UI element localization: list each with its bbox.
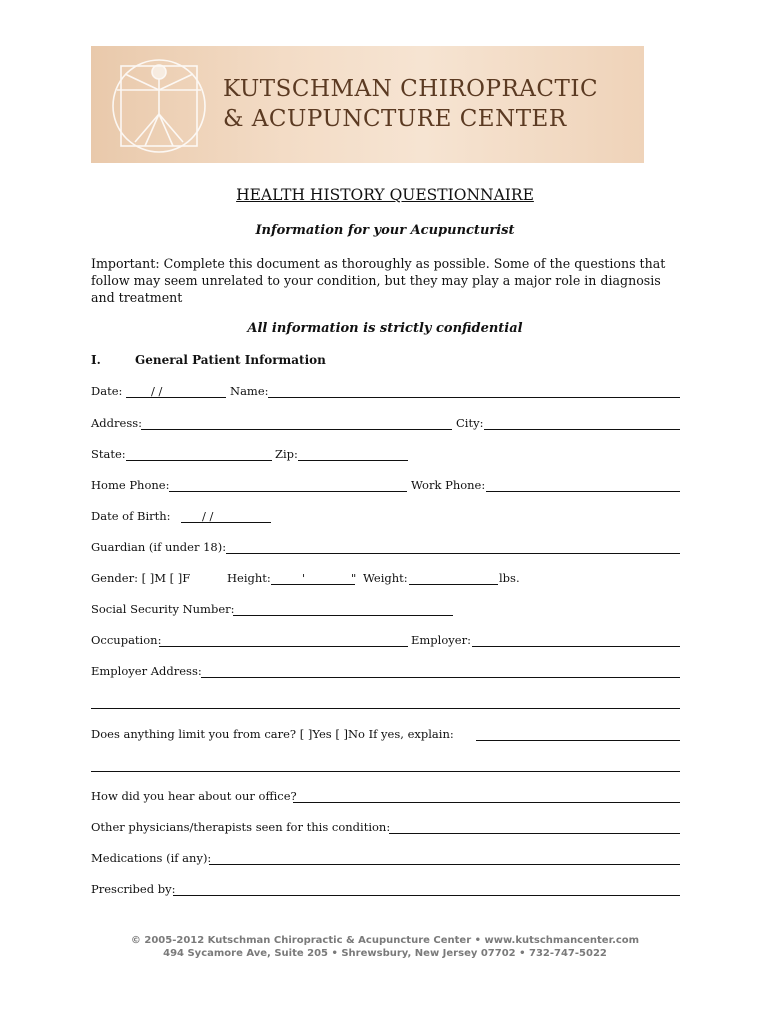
limit-care-row xyxy=(91,727,680,743)
brand-name-line2: & ACUPUNCTURE CENTER xyxy=(223,106,567,132)
occupation-label: Occupation: xyxy=(91,633,162,647)
prescribed-label: Prescribed by: xyxy=(91,882,176,896)
limit-explain-field[interactable] xyxy=(476,727,680,741)
ssn-row xyxy=(91,602,680,618)
weight-label: Weight: xyxy=(363,571,408,585)
state-zip-row xyxy=(91,447,680,463)
name-field[interactable] xyxy=(268,384,680,398)
physicians-row xyxy=(91,820,680,836)
section-title: General Patient Information xyxy=(135,353,326,367)
employer-label: Employer: xyxy=(411,633,471,647)
confidential-note: All information is strictly confidential xyxy=(247,321,523,336)
employer-address-label: Employer Address: xyxy=(91,664,202,678)
prescribed-row xyxy=(91,882,680,898)
dob-label: Date of Birth: xyxy=(91,509,171,523)
employer-field[interactable] xyxy=(472,633,680,647)
prescribed-field[interactable] xyxy=(173,882,680,896)
medications-label: Medications (if any): xyxy=(91,851,212,865)
limit-care-label[interactable]: Does anything limit you from care? [ ]Yes [ ]No If yes, explain: xyxy=(91,727,454,741)
hear-about-row xyxy=(91,789,680,805)
city-field[interactable] xyxy=(484,416,680,430)
limit-explain-line2[interactable] xyxy=(91,771,680,772)
date-label: Date: xyxy=(91,384,123,398)
occupation-row xyxy=(91,633,680,649)
footer-address: 494 Sycamore Ave, Suite 205 • Shrewsbury, New Jersey 07702 • 732-747-5022 xyxy=(163,948,607,959)
zip-field[interactable] xyxy=(298,447,408,461)
date-name-row xyxy=(91,384,680,400)
section-number: I. xyxy=(91,353,101,367)
dob-row xyxy=(91,509,680,525)
height-field[interactable] xyxy=(271,571,355,585)
hear-about-label: How did you hear about our office? xyxy=(91,789,297,803)
guardian-field[interactable] xyxy=(226,540,680,554)
employer-address-field[interactable] xyxy=(201,664,680,678)
guardian-row xyxy=(91,540,680,556)
height-inch-mark: " xyxy=(351,571,357,585)
physicians-label: Other physicians/therapists seen for this condition: xyxy=(91,820,391,834)
date-slashes: / / xyxy=(151,384,163,398)
vitruvian-man-icon xyxy=(105,50,213,158)
dob-field[interactable] xyxy=(181,509,271,523)
phone-row xyxy=(91,478,680,494)
work-phone-label: Work Phone: xyxy=(411,478,486,492)
state-field[interactable] xyxy=(126,447,272,461)
weight-unit: lbs. xyxy=(499,571,520,585)
ssn-label: Social Security Number: xyxy=(91,602,235,616)
city-label: City: xyxy=(456,416,484,430)
employer-address-row xyxy=(91,664,680,680)
page-title: HEALTH HISTORY QUESTIONNAIRE xyxy=(236,186,534,204)
zip-label: Zip: xyxy=(275,447,298,461)
state-label: State: xyxy=(91,447,126,461)
gender-height-weight-row xyxy=(91,571,680,587)
header-banner xyxy=(91,46,644,163)
home-phone-field[interactable] xyxy=(169,478,407,492)
work-phone-field[interactable] xyxy=(486,478,680,492)
dob-slashes: / / xyxy=(202,509,214,523)
gender-checkboxes[interactable]: Gender: [ ]M [ ]F xyxy=(91,571,191,585)
ssn-field[interactable] xyxy=(233,602,453,616)
page-subtitle: Information for your Acupuncturist xyxy=(255,223,515,238)
brand-name-line1: KUTSCHMAN CHIROPRACTIC xyxy=(223,76,599,102)
footer-copyright: © 2005-2012 Kutschman Chiropractic & Acupuncture Center • www.kutschmancenter.com xyxy=(130,935,640,946)
height-label: Height: xyxy=(227,571,271,585)
section-heading xyxy=(91,353,326,367)
guardian-label: Guardian (if under 18): xyxy=(91,540,227,554)
home-phone-label: Home Phone: xyxy=(91,478,170,492)
height-feet-mark: ' xyxy=(302,571,306,585)
name-label: Name: xyxy=(230,384,269,398)
physicians-field[interactable] xyxy=(389,820,680,834)
hear-about-field[interactable] xyxy=(293,789,680,803)
weight-field[interactable] xyxy=(409,571,498,585)
intro-text: Important: Complete this document as thoroughly as possible. Some of the questions that follow may seem unrelated to your condition, but they may play a major role in diagnosis and treatment xyxy=(91,256,666,305)
occupation-field[interactable] xyxy=(159,633,408,647)
address-field[interactable] xyxy=(141,416,452,430)
medications-row xyxy=(91,851,680,867)
date-field[interactable] xyxy=(126,384,226,398)
medications-field[interactable] xyxy=(209,851,680,865)
address-label: Address: xyxy=(91,416,143,430)
employer-address-line2[interactable] xyxy=(91,708,680,709)
address-row xyxy=(91,416,680,432)
